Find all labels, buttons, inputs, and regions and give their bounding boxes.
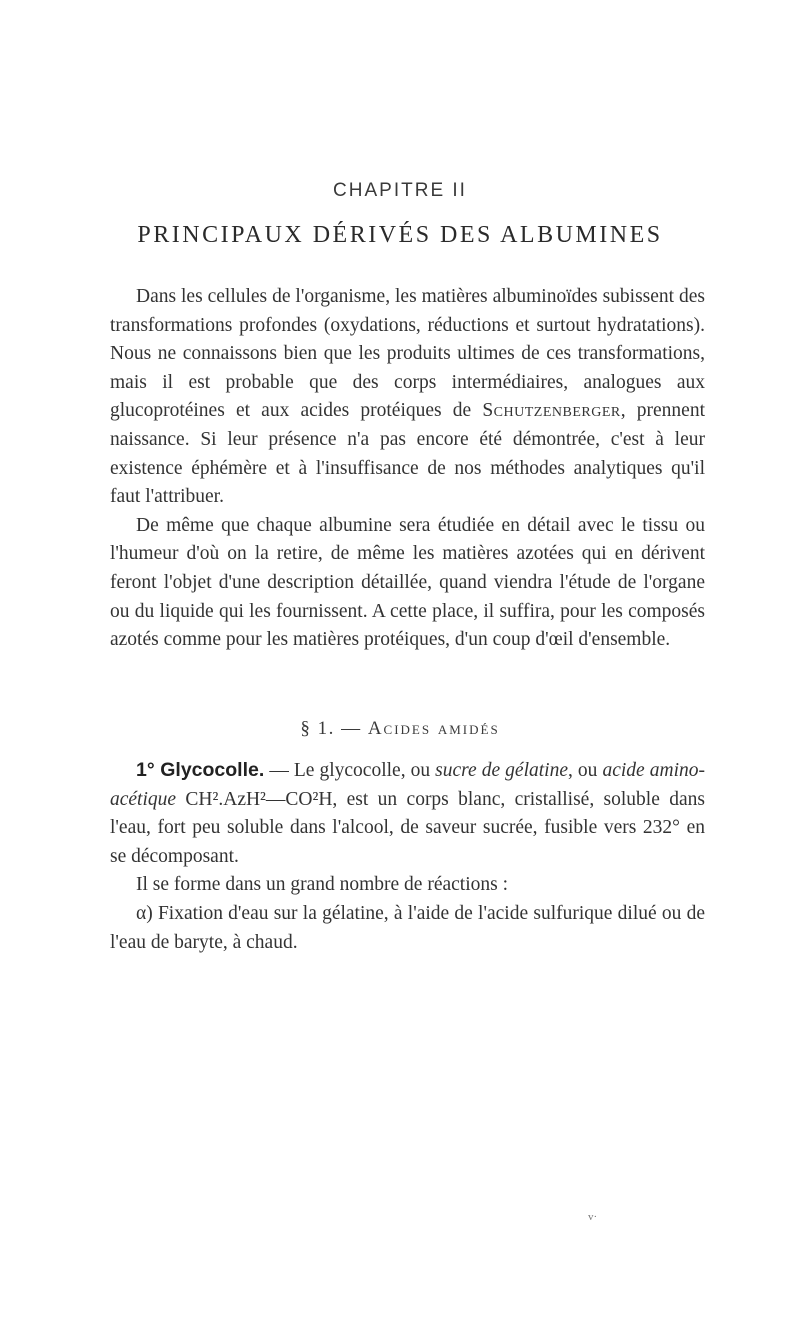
section-title: Acides amidés	[367, 718, 500, 739]
section-number: § 1. —	[300, 718, 368, 739]
section-heading	[0, 718, 800, 740]
intro-p1-part-a: Dans les cellules de l'organisme, les matières albuminoïdes subissent des transformations profondes (oxydations, réductions et surtout hydratations). Nous ne connaissons bien que les produits ultimes de ces transformations, mais il est probable que des corps intermédiaires, analogues aux glucoprotéines et aux acides protéiques de	[110, 286, 705, 422]
footer-mark: v·	[588, 1211, 598, 1223]
glycocolle-paragraph-2: Il se forme dans un grand nombre de réactions :	[136, 874, 509, 896]
glycocolle-text	[110, 756, 705, 957]
chapter-title: PRINCIPAUX DÉRIVÉS DES ALBUMINES	[137, 222, 663, 248]
glycocolle-paragraph-1	[110, 756, 705, 871]
chapter-label: CHAPITRE II	[333, 180, 467, 201]
glycocolle-dash: — Le glycocolle, ou	[264, 760, 436, 781]
author-name: Schutzenberger	[482, 400, 621, 422]
glycocolle-description: , est un corps blanc, cristallisé, soluble dans l'eau, fort peu soluble dans l'alcool, de saveur sucrée, fusible vers 232° en se décomposant.	[110, 788, 705, 867]
intro-paragraph-2: De même que chaque albumine sera étudiée en détail avec le tissu ou l'humeur d'où on la retire, de même les matières azotées qui en dérivent feront l'objet d'une description détaillée, quand viendra l'étude de l'organe ou du liquide qui les fournissent. A cette place, il suffira, pour les composés azotés comme pour les matières protéiques, d'un coup d'œil d'ensemble.	[110, 514, 705, 651]
glycocolle-or: , ou	[568, 760, 603, 781]
glycocolle-paragraph-3: α) Fixation d'eau sur la gélatine, à l'aide de l'acide sulfurique dilué ou de l'eau de baryte, à chaud.	[110, 902, 705, 953]
intro-paragraph-1	[110, 283, 705, 512]
glycocolle-alt-name-2: acide amino-acétique	[110, 760, 705, 810]
intro-text	[110, 283, 705, 655]
glycocolle-alt-name-1: sucre de gélatine	[435, 760, 568, 781]
glycocolle-formula: CH².AzH²—CO²H	[176, 788, 333, 810]
glycocolle-heading: 1° Glycocolle.	[136, 759, 265, 781]
intro-p1-part-b: , prennent naissance. Si leur présence n'a pas encore été démontrée, c'est à leur existence éphémère et à l'insuffisance de nos méthodes analytiques qu'il faut l'attribuer.	[110, 400, 705, 508]
